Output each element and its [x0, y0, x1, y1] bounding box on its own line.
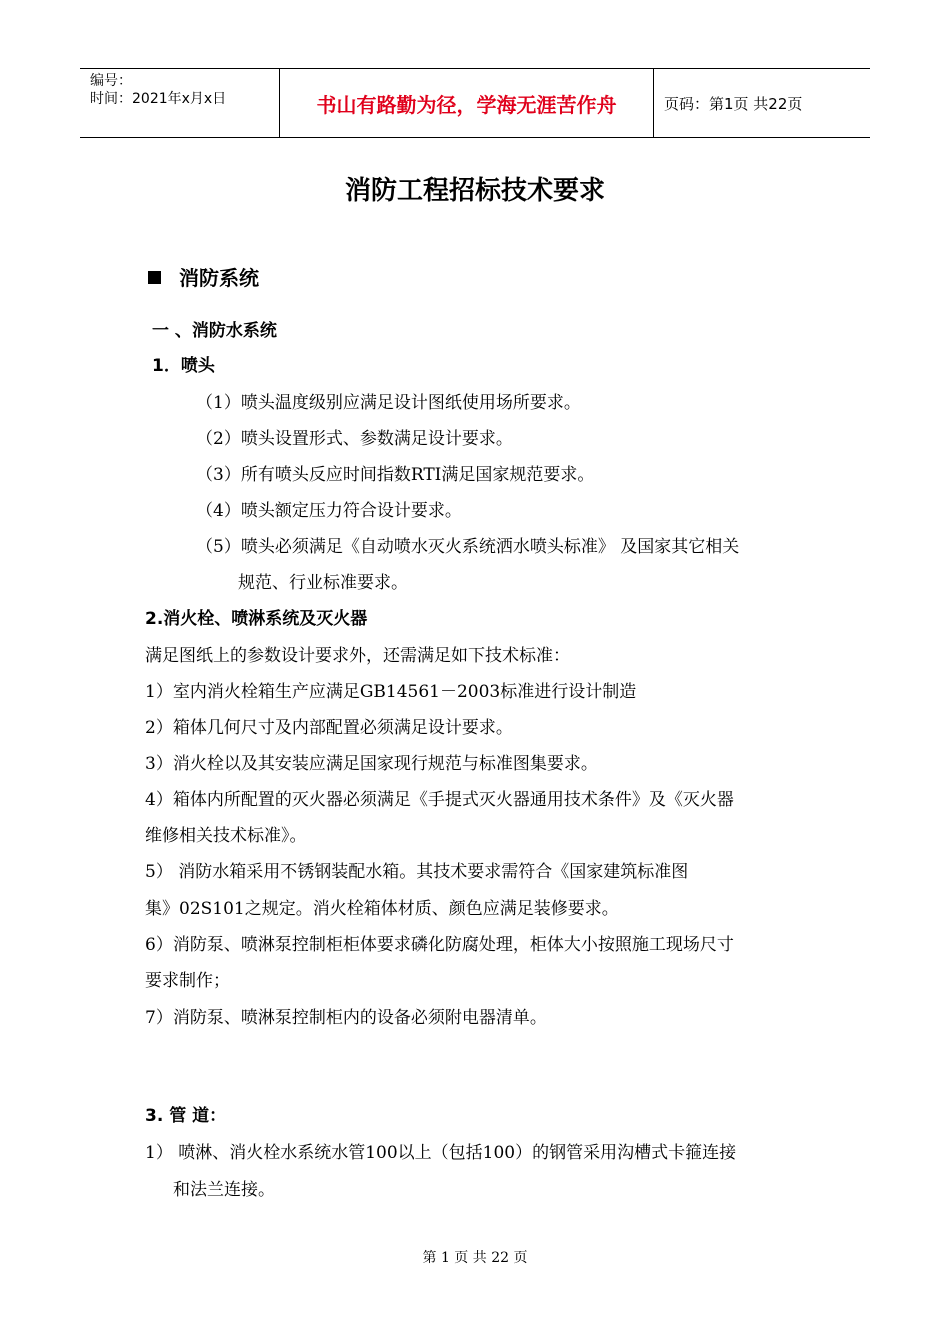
- page-header: [80, 68, 870, 138]
- list-item: 1） 喷淋、消火栓水系统水管100以上（包括100）的钢管采用沟槽式卡箍连接: [145, 1143, 737, 1163]
- list-item: 1）室内消火栓箱生产应满足GB14561－2003标准进行设计制造: [145, 682, 637, 702]
- list-item: 5） 消防水箱采用不锈钢装配水箱。其技术要求需符合《国家建筑标准图: [145, 862, 689, 882]
- list-item-continuation: 规范、行业标准要求。: [238, 573, 408, 593]
- list-item: （3）所有喷头反应时间指数RTI满足国家规范要求。: [196, 465, 595, 485]
- list-item-continuation: 集》02S101之规定。消火栓箱体材质、颜色应满足装修要求。: [145, 899, 619, 919]
- list-item: 4）箱体内所配置的灭火器必须满足《手提式灭火器通用技术条件》及《灭火器: [145, 790, 734, 810]
- header-page-code: 页码：第1页 共22页: [664, 94, 803, 113]
- list-item: （5）喷头必须满足《自动喷水灭火系统洒水喷头标准》 及国家其它相关: [196, 537, 740, 557]
- list-item: 6）消防泵、喷淋泵控制柜柜体要求磷化防腐处理，柜体大小按照施工现场尺寸: [145, 935, 734, 955]
- item-heading: 3. 管 道：: [145, 1106, 227, 1126]
- item-heading: 1．喷头: [152, 356, 215, 376]
- document-title: 消防工程招标技术要求: [344, 176, 605, 206]
- paragraph: 满足图纸上的参数设计要求外，还需满足如下技术标准：: [145, 646, 570, 666]
- list-item: （4）喷头额定压力符合设计要求。: [196, 501, 462, 521]
- list-item: 7）消防泵、喷淋泵控制柜内的设备必须附电器清单。: [145, 1008, 547, 1028]
- item-heading: 2.消火栓、喷淋系统及灭火器: [145, 609, 368, 629]
- header-slogan: 书山有路勤为径，学海无涯苦作舟: [280, 69, 654, 137]
- document-time-label: 时间：2021年x月x日: [90, 91, 227, 107]
- header-meta: [80, 69, 280, 137]
- list-item-continuation: 要求制作；: [145, 971, 230, 991]
- list-item: 2）箱体几何尺寸及内部配置必须满足设计要求。: [145, 718, 513, 738]
- square-bullet-icon: [148, 271, 161, 284]
- section-heading-text: 消防系统: [179, 266, 259, 290]
- subsection-heading: 一 、消防水系统: [152, 321, 277, 341]
- list-item: （2）喷头设置形式、参数满足设计要求。: [196, 429, 513, 449]
- document-number-label: 编号：: [90, 73, 132, 89]
- list-item: 3）消火栓以及其安装应满足国家现行规范与标准图集要求。: [145, 754, 598, 774]
- list-item-continuation: 和法兰连接。: [173, 1180, 275, 1200]
- list-item-continuation: 维修相关技术标准》。: [145, 826, 307, 846]
- list-item: （1）喷头温度级别应满足设计图纸使用场所要求。: [196, 393, 581, 413]
- section-heading: [148, 262, 259, 291]
- page-footer: 第 1 页 共 22 页: [422, 1250, 528, 1266]
